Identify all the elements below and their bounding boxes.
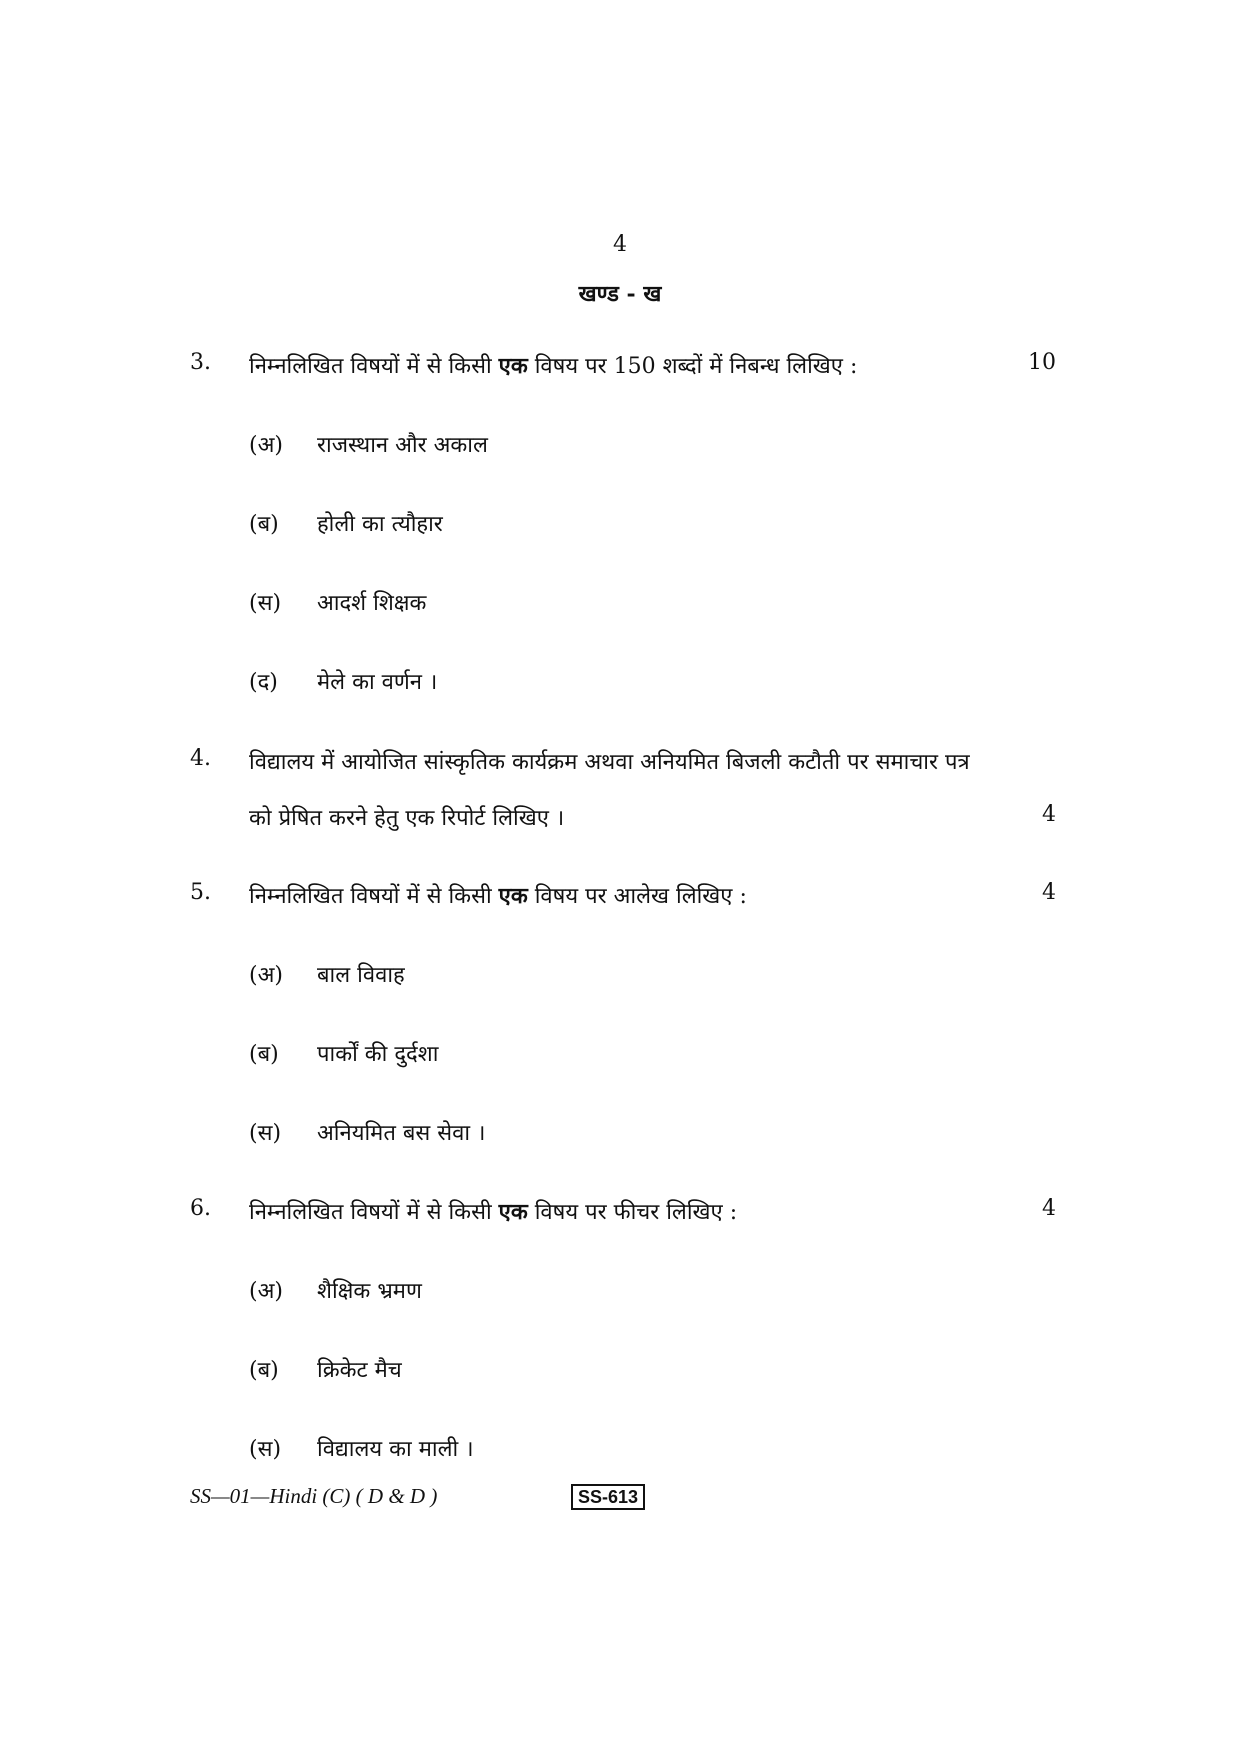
list-item: (ब) होली का त्यौहार (249, 512, 443, 537)
paper-code-badge: SS-613 (571, 1484, 645, 1510)
page-number: 4 (613, 232, 627, 257)
question-3-number: 3. (190, 350, 211, 375)
question-3-marks: 10 (1028, 350, 1056, 375)
question-4-line2: को प्रेषित करने हेतु एक रिपोर्ट लिखिए । (249, 806, 565, 831)
question-3-text: निम्नलिखित विषयों में से किसी एक विषय पर 150 शब्दों में निबन्ध लिखिए : (249, 353, 858, 379)
list-item: (स) आदर्श शिक्षक (249, 591, 427, 616)
question-5-text: निम्नलिखित विषयों में से किसी एक विषय पर आलेख लिखिए : (249, 883, 747, 909)
question-6-number: 6. (190, 1196, 211, 1221)
question-5-marks: 4 (1042, 880, 1056, 905)
list-item: (अ) राजस्थान और अकाल (249, 433, 488, 458)
question-4-line1: विद्यालय में आयोजित सांस्कृतिक कार्यक्रम अथवा अनियमित बिजली कटौती पर समाचार पत्र (249, 750, 970, 775)
question-4-marks: 4 (1042, 802, 1056, 827)
question-4-number: 4. (190, 746, 211, 771)
list-item: (अ) शैक्षिक भ्रमण (249, 1279, 422, 1304)
list-item: (द) मेले का वर्णन । (249, 670, 438, 695)
question-5-number: 5. (190, 880, 211, 905)
paper-id: SS—01—Hindi (C) ( D & D ) (190, 1484, 438, 1508)
list-item: (स) अनियमित बस सेवा । (249, 1121, 486, 1146)
list-item: (ब) क्रिकेट मैच (249, 1358, 402, 1383)
list-item: (ब) पार्कों की दुर्दशा (249, 1042, 439, 1067)
list-item: (स) विद्यालय का माली । (249, 1437, 474, 1462)
list-item: (अ) बाल विवाह (249, 963, 405, 988)
question-6-marks: 4 (1042, 1196, 1056, 1221)
section-title: खण्ड - ख (578, 281, 662, 307)
question-6-text: निम्नलिखित विषयों में से किसी एक विषय पर फीचर लिखिए : (249, 1199, 738, 1225)
